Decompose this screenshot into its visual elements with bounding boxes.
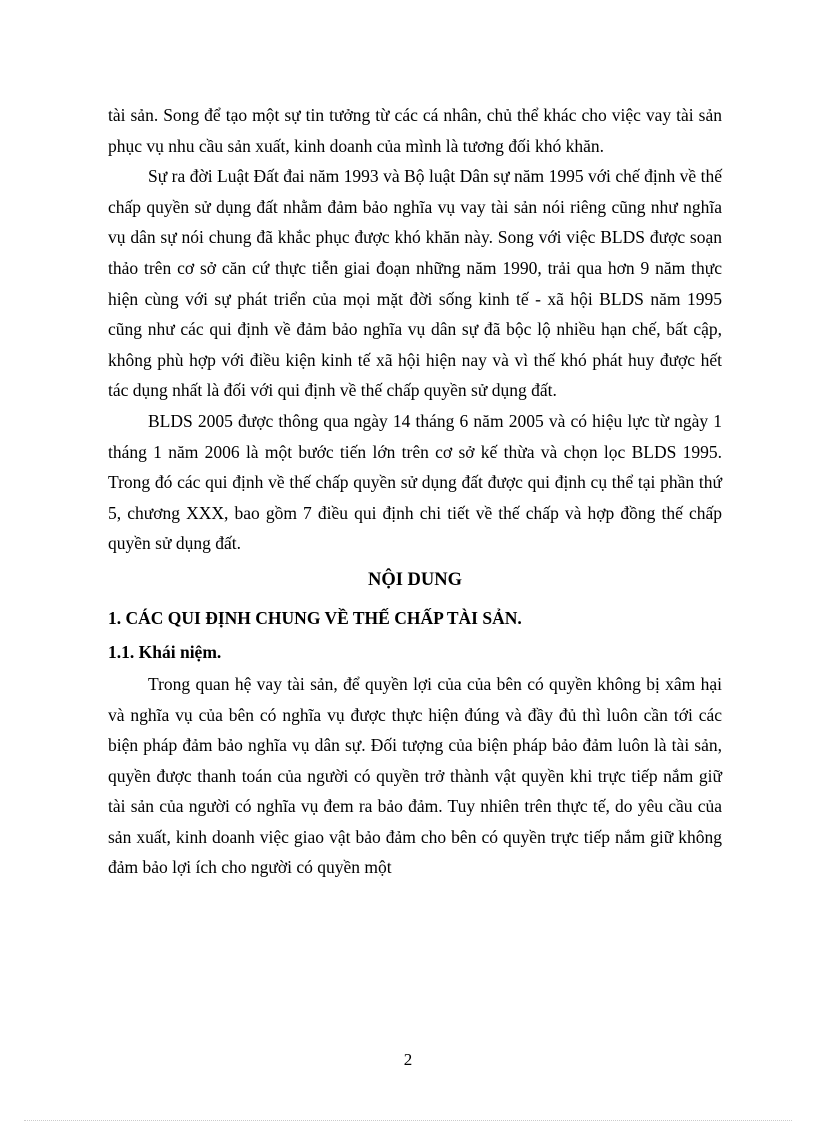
paragraph: tài sản. Song để tạo một sự tin tưởng từ các cá nhân, chủ thể khác cho việc vay tài sản phục vụ nhu cầu sản xuất, kinh doanh của mình là tương đối khó khăn. xyxy=(108,105,722,156)
paragraph: Trong quan hệ vay tài sản, để quyền lợi của của bên có quyền không bị xâm hại và nghĩa vụ của bên có nghĩa vụ được thực hiện đúng và đầy đủ thì luôn cần tới các biện pháp đảm bảo nghĩa vụ dân sự. Đối tượng của biện pháp bảo đảm luôn là tài sản, quyền được thanh toán của người có quyền trở thành vật quyền khi trực tiếp nắm giữ tài sản của người có nghĩa vụ đem ra bảo đảm. Tuy nhiên trên thực tế, do yêu cầu của sản xuất, kinh doanh việc giao vật bảo đảm cho bên có quyền trực tiếp nắm giữ không đảm bảo lợi ích cho người có quyền một xyxy=(108,673,722,878)
paragraph: BLDS 2005 được thông qua ngày 14 tháng 6 năm 2005 và có hiệu lực từ ngày 1 tháng 1 năm 2006 là một bước tiến lớn trên cơ sở kế thừa và chọn lọc BLDS 1995. Trong đó các qui định về thế chấp quyền sử dụng đất được qui định cụ thể tại phần thứ 5, chương XXX, bao gồm 7 điều qui định chi tiết về thế chấp và hợp đồng thế chấp quyền sử dụng đất. xyxy=(108,410,722,554)
page-content xyxy=(108,100,722,883)
page-bottom-border xyxy=(24,1120,792,1121)
section-title: NỘI DUNG xyxy=(367,569,463,590)
heading-level-2: 1.1. Khái niệm. xyxy=(108,641,222,662)
heading-level-1: 1. CÁC QUI ĐỊNH CHUNG VỀ THẾ CHẤP TÀI SẢN. xyxy=(108,607,522,628)
paragraph: Sự ra đời Luật Đất đai năm 1993 và Bộ luật Dân sự năm 1995 với chế định về thế chấp quyền sử dụng đất nhằm đảm bảo nghĩa vụ vay tài sản nói riêng cũng như nghĩa vụ dân sự nói chung đã khắc phục được khó khăn này. Song với việc BLDS được soạn thảo trên cơ sở căn cứ thực tiễn giai đoạn những năm 1990, trải qua hơn 9 năm thực hiện cùng với sự phát triển của mọi mặt đời sống kinh tế - xã hội BLDS năm 1995 cũng như các qui định về đảm bảo nghĩa vụ dân sự đã bộc lộ nhiều hạn chế, bất cập, không phù hợp với điều kiện kinh tế xã hội hiện nay và vì thế khó phát huy được hết tác dụng nhất là đối với qui định về thế chấp quyền sử dụng đất. xyxy=(108,166,722,401)
page-number: 2 xyxy=(403,1050,413,1069)
